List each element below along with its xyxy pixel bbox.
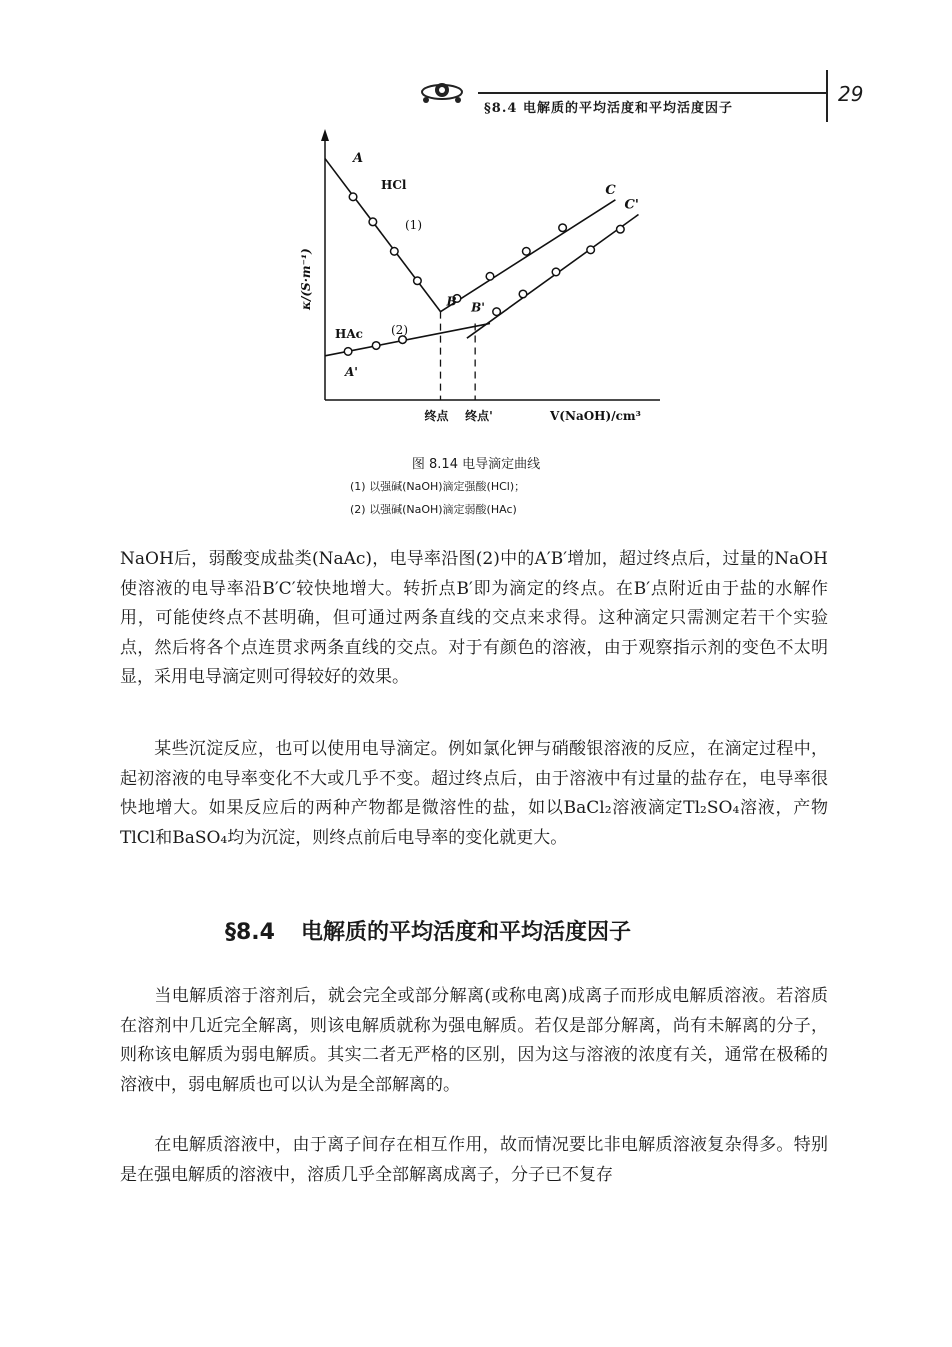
data-point	[372, 342, 380, 350]
running-header-title: §8.4 电解质的平均活度和平均活度因子	[484, 101, 733, 116]
data-point	[519, 290, 527, 298]
atom-logo-icon	[418, 74, 466, 110]
data-point	[391, 248, 399, 256]
data-point	[369, 218, 377, 226]
data-point	[486, 273, 494, 281]
point-label-a: A	[353, 151, 364, 166]
x-tick-label: 终点'	[465, 409, 493, 423]
curve-label-1: (1)	[405, 218, 422, 232]
series-name-hcl: HCl	[381, 178, 407, 192]
y-axis-label: κ/(S·m⁻¹)	[299, 248, 313, 310]
series-name-hac: HAc	[335, 326, 363, 341]
paragraph-2: 某些沉淀反应，也可以使用电导滴定。例如氯化钾与硝酸银溶液的反应，在滴定过程中，起初溶液的电导率变化不大或几乎不变。超过终点后，由于溶液中有过量的盐存在，电导率很快地增大。如果反应后的两种产物都是微溶性的盐，如以BaCl₂溶液滴定Tl₂SO₄溶液，产物TlCl和BaSO₄均为沉淀，则终点前后电导率的变化就更大。	[120, 739, 828, 848]
figure-caption-line-1: (1) 以强碱(NaOH)滴定强酸(HCl)；	[350, 480, 526, 493]
point-label-a-prime: A'	[345, 364, 358, 379]
paragraph-1: NaOH后，弱酸变成盐类(NaAc)，电导率沿图(2)中的A′B′增加，超过终点后，过量的NaOH使溶液的电导率沿B′C′较快地增大。转折点B′即为滴定的终点。在B′点附近由于盐的水解作用，可能使终点不甚明确，但可通过两条直线的交点来求得。这种滴定只需测定若干个实验点，然后将各个点连贯求两条直线的交点。对于有颜色的溶液，由于观察指示剂的变色不太明显，采用电导滴定则可得较好的效果。	[120, 549, 828, 687]
figure-caption-title: 图 8.14 电导滴定曲线	[411, 457, 541, 472]
x-tick-label: 终点	[424, 409, 449, 423]
paragraph-4: 在电解质溶液中，由于离子间存在相互作用，故而情况要比非电解质溶液复杂得多。特别是在强电解质的溶液中，溶质几乎全部解离成离子，分子已不复存	[120, 1135, 828, 1185]
paragraph-3: 当电解质溶于溶剂后，就会完全或部分解离(或称电离)成离子而形成电解质溶液。若溶质在溶剂中几近完全解离，则该电解质就称为强电解质。若仅是部分解离，尚有未解离的分子，则称该电解质为弱电解质。其实二者无严格的区别，因为这与溶液的浓度有关，通常在极稀的溶液中，弱电解质也可以认为是全部解离的。	[120, 986, 828, 1095]
header-rule	[478, 92, 827, 94]
point-label-b-prime: B'	[471, 300, 485, 315]
data-point	[552, 268, 560, 276]
data-point	[349, 193, 357, 201]
point-label-c-prime: C'	[624, 197, 639, 213]
section-heading	[225, 915, 631, 946]
header-vertical-rule	[826, 70, 828, 122]
section-number: §8.4	[225, 920, 275, 945]
y-axis-arrow	[321, 129, 329, 141]
data-point	[523, 248, 531, 256]
data-point	[559, 224, 567, 232]
figure-caption-line-2: (2) 以强碱(NaOH)滴定弱酸(HAc)	[350, 503, 517, 516]
data-point	[344, 348, 352, 356]
data-point	[587, 246, 595, 254]
curve-label-2: (2)	[391, 323, 408, 338]
data-point	[414, 277, 422, 285]
point-label-b: B	[446, 294, 457, 309]
data-point	[617, 225, 625, 233]
data-point	[493, 308, 501, 316]
section-title: 电解质的平均活度和平均活度因子	[300, 920, 631, 945]
x-axis-label: V(NaOH)/cm³	[550, 409, 641, 423]
page-number: 29	[838, 82, 864, 106]
point-label-c: C	[605, 182, 616, 198]
conductometric-titration-chart	[280, 125, 660, 435]
